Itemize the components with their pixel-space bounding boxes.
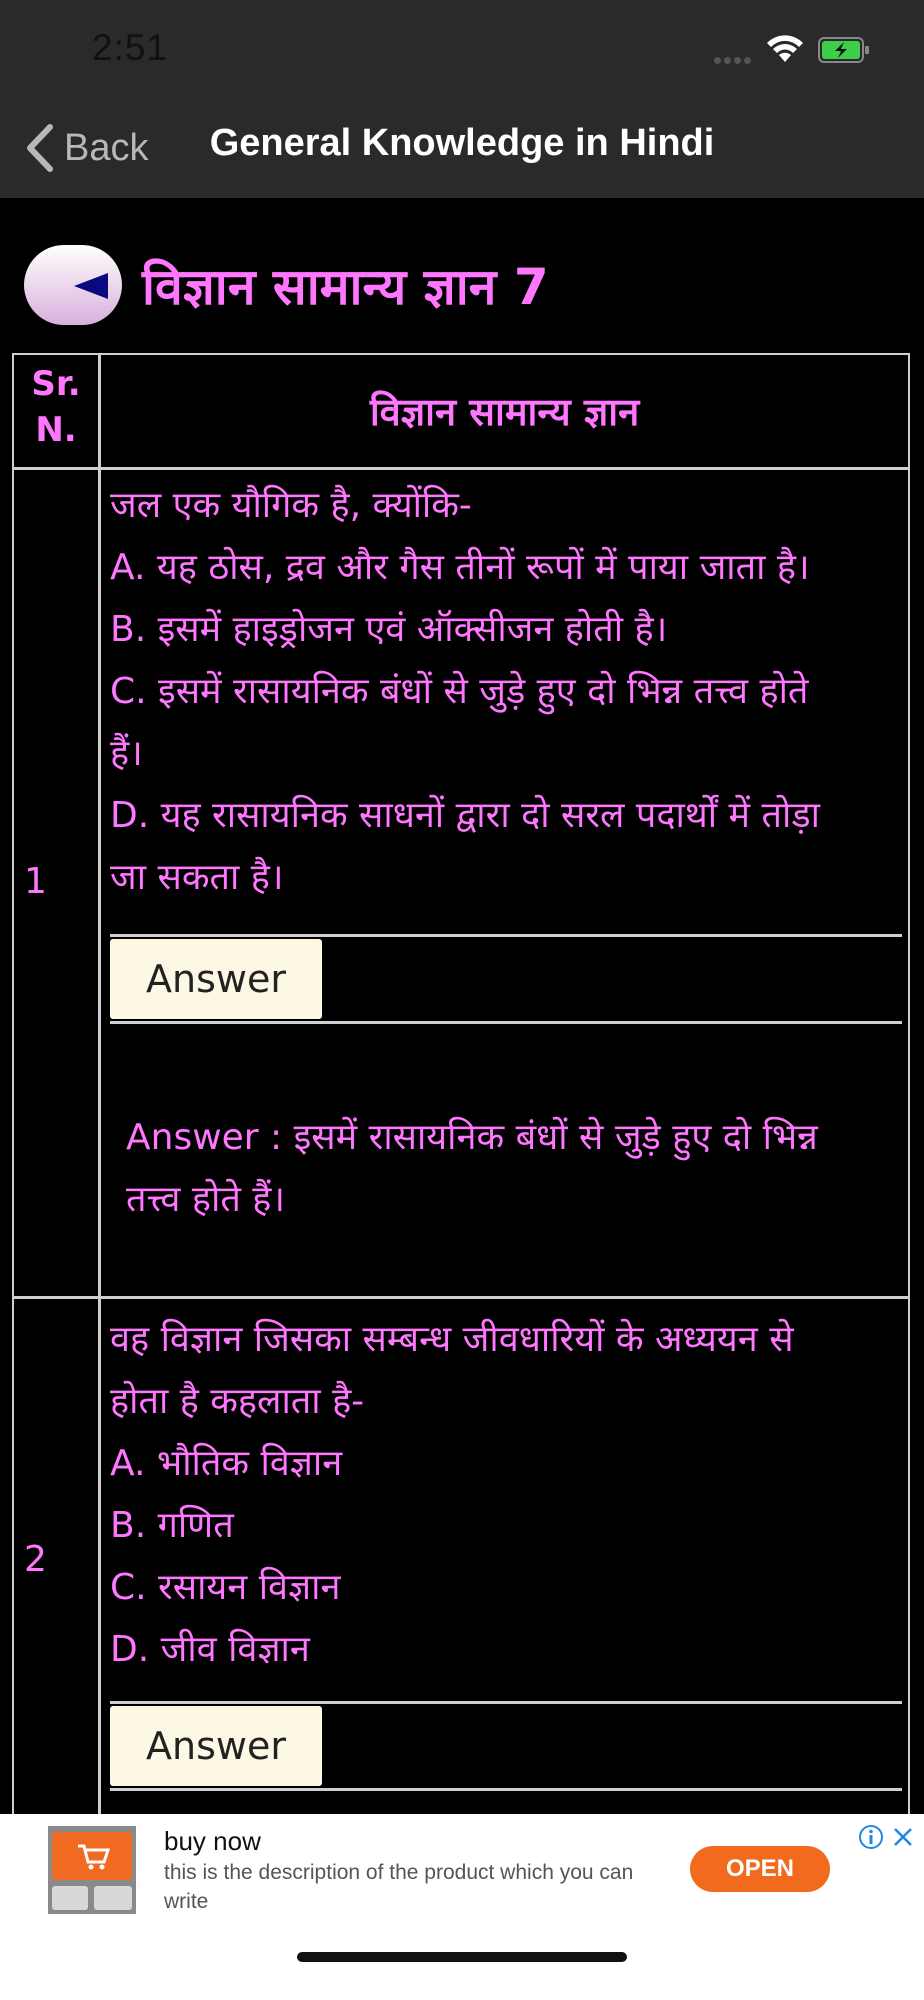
triangle-left-icon [72, 271, 110, 301]
column-divider [98, 355, 101, 1833]
option-d: D. जीव विज्ञान [110, 1629, 310, 1670]
option-b: B. गणित [110, 1505, 234, 1546]
option-d: D. यह रासायनिक साधनों द्वारा दो सरल पदार्थों में तोड़ा [110, 795, 820, 836]
option-a: A. भौतिक विज्ञान [110, 1443, 343, 1484]
header-serial-line1: Sr. [31, 364, 81, 404]
answer-strip [110, 934, 902, 1024]
status-time: 2:51 [92, 27, 169, 68]
page-heading [24, 240, 549, 330]
shopping-cart-key-icon [48, 1826, 136, 1914]
answer-text-continued: तत्त्व होते हैं। [126, 1179, 286, 1220]
option-b: B. इसमें हाइड्रोजन एवं ऑक्सीजन होती है। [110, 609, 668, 650]
status-bar [0, 0, 924, 100]
question-text-continued: होता है कहलाता है- [110, 1381, 365, 1422]
row-divider [14, 1296, 908, 1299]
answer-button[interactable]: Answer [110, 1706, 322, 1786]
wifi-icon [764, 34, 806, 64]
row-number: 1 [24, 861, 47, 902]
previous-button[interactable] [24, 245, 122, 325]
back-label: Back [64, 126, 149, 169]
close-icon[interactable] [890, 1824, 916, 1850]
answer-strip [110, 1701, 902, 1791]
ad-title: buy now [164, 1826, 261, 1856]
question-table [12, 353, 910, 1833]
nav-title: General Knowledge in Hindi [209, 122, 715, 164]
ad-banner[interactable] [0, 1814, 924, 1924]
question-text: वह विज्ञान जिसका सम्बन्ध जीवधारियों के अध्ययन से [110, 1319, 794, 1360]
header-topic: विज्ञान सामान्य ज्ञान [369, 390, 640, 434]
header-serial-line2: N. [35, 410, 77, 450]
answer-text: Answer : इसमें रासायनिक बंधों से जुड़े हुए दो भिन्न [126, 1117, 818, 1158]
ad-description: this is the description of the product which you can write [164, 1861, 634, 1913]
navigation-bar [0, 100, 924, 198]
header-serial-number [14, 361, 98, 453]
table-header [14, 355, 908, 470]
row-number: 2 [24, 1539, 47, 1580]
signal-icon [714, 49, 756, 57]
option-c: C. इसमें रासायनिक बंधों से जुड़े हुए दो भिन्न तत्त्व होते [110, 671, 809, 712]
option-c: C. रसायन विज्ञान [110, 1567, 341, 1608]
page-title: विज्ञान सामान्य ज्ञान 7 [142, 258, 549, 316]
home-indicator-area [0, 1924, 924, 2000]
ad-open-button[interactable]: OPEN [690, 1846, 830, 1892]
answer-button[interactable]: Answer [110, 939, 322, 1019]
option-a: A. यह ठोस, द्रव और गैस तीनों रूपों में पाया जाता है। [110, 547, 810, 588]
battery-charging-icon [818, 37, 870, 63]
question-text: जल एक यौगिक है, क्योंकि- [110, 485, 472, 526]
home-indicator[interactable] [297, 1952, 627, 1962]
ad-image [48, 1826, 136, 1914]
option-d-continued: जा सकता है। [110, 857, 284, 898]
option-c-continued: हैं। [110, 733, 143, 774]
info-icon[interactable] [858, 1824, 884, 1850]
